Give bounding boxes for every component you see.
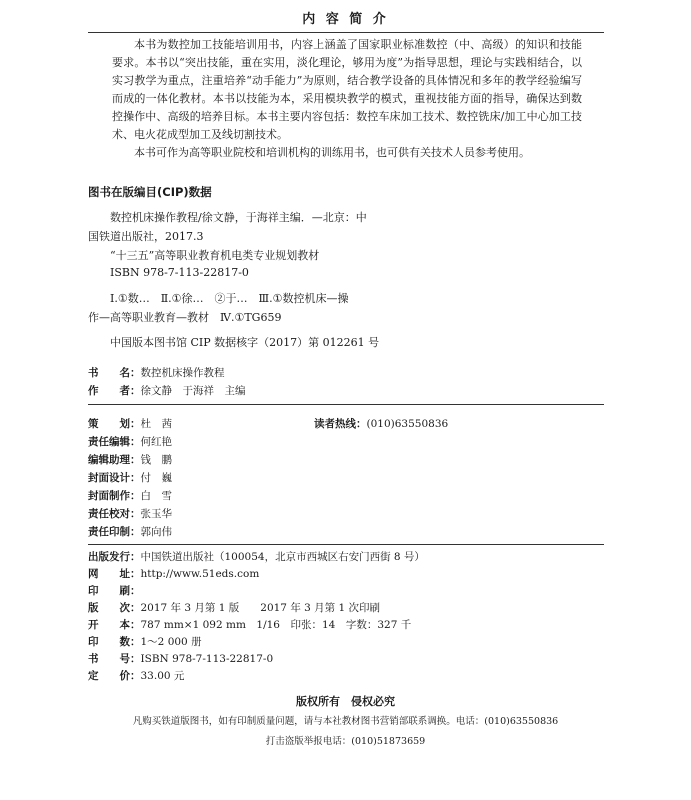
staff-row <box>88 488 172 503</box>
field-value: 中国铁道出版社（100054，北京市西城区右安门西街 8 号） <box>140 551 425 563</box>
publication-row <box>88 634 202 649</box>
field-value: 2017 年 3 月第 1 版 2017 年 3 月第 1 次印刷 <box>140 602 381 614</box>
field-label: 定 价： <box>88 670 141 682</box>
field-label: 网 址： <box>88 568 141 580</box>
field-label: 出版发行： <box>88 551 141 563</box>
field-label: 读者热线： <box>314 418 367 430</box>
staff-row <box>88 506 172 521</box>
field-label: 编辑助理： <box>88 454 141 466</box>
cip-line: “十三五”高等职业教育机电类专业规划教材 <box>110 249 320 262</box>
piracy-report-notice: 打击盗版举报电话：(010)51873659 <box>265 736 426 747</box>
cip-line: 作—高等职业教育—教材 Ⅳ.①TG659 <box>88 311 282 324</box>
reader-hotline <box>314 416 448 431</box>
field-value: http://www.51eds.com <box>140 568 260 580</box>
field-label: 版 次： <box>88 602 141 614</box>
cip-line: ISBN 978-7-113-22817-0 <box>110 266 249 279</box>
publication-row <box>88 651 273 666</box>
field-value: ISBN 978-7-113-22817-0 <box>140 653 274 665</box>
page-title: 内 容 简 介 <box>302 12 389 27</box>
field-value: 787 mm×1 092 mm 1/16 印张：14 字数：327 千 <box>140 619 412 631</box>
staff-row <box>88 452 172 467</box>
field-value: (010)63550836 <box>366 418 449 430</box>
publication-row <box>88 549 425 564</box>
publication-row <box>88 583 141 598</box>
staff-row <box>88 470 172 485</box>
field-label: 开 本： <box>88 619 141 631</box>
book-name-row <box>88 365 225 380</box>
cip-line: Ⅰ.①数… Ⅱ.①徐… ②于… Ⅲ.①数控机床—操 <box>110 292 349 305</box>
copyright-notice: 版权所有 侵权必究 <box>296 695 395 708</box>
cip-line: 国铁道出版社，2017.3 <box>88 230 204 243</box>
field-label: 印 刷： <box>88 585 141 597</box>
book-summary <box>112 36 582 162</box>
field-value: 何红艳 <box>140 436 172 448</box>
publication-row <box>88 617 411 632</box>
field-label: 书 号： <box>88 653 141 665</box>
publication-row <box>88 600 380 615</box>
field-value: 郭向伟 <box>140 526 172 538</box>
cip-heading: 图书在版编目(CIP)数据 <box>88 185 212 199</box>
field-value: 徐文静 于海祥 主编 <box>140 385 246 397</box>
field-label: 书 名： <box>88 367 141 379</box>
field-label: 责任印制： <box>88 526 141 538</box>
field-value: 33.00 元 <box>140 670 185 682</box>
field-value: 钱 鹏 <box>140 454 172 466</box>
staff-row <box>88 524 172 539</box>
summary-paragraph: 本书可作为高等职业院校和培训机构的训练用书，也可供有关技术人员参考使用。 <box>134 146 530 159</box>
publication-row <box>88 566 259 581</box>
top-divider <box>88 32 604 33</box>
field-label: 作 者： <box>88 385 141 397</box>
book-author-row <box>88 383 246 398</box>
field-label: 责任校对： <box>88 508 141 520</box>
field-label: 策 划： <box>88 418 141 430</box>
section-divider <box>88 544 604 545</box>
field-label: 印 数： <box>88 636 141 648</box>
field-label: 封面设计： <box>88 472 141 484</box>
summary-paragraph: 本书为数控加工技能培训用书，内容上涵盖了国家职业标准数控（中、高级）的知识和技能要求。本书以“突出技能，重在实用，淡化理论，够用为度”为指导思想，理论与实践相结合，以实习教学为重点，注重培养“动手能力”为原则，结合教学设备的具体情况和多年的教学经验编写而成的一体化教材。本书以技能为本，采用模块教学的模式，重视技能方面的指导，确保达到数控操作中、高级的培养目标。本书主要内容包括：数控车床加工技术、数控铣床/加工中心加工技术、电火花成型加工及线切割技术。 <box>112 38 582 141</box>
field-value: 张玉华 <box>140 508 172 520</box>
field-value: 白 雪 <box>140 490 172 502</box>
staff-row <box>88 434 172 449</box>
publication-row <box>88 668 184 683</box>
staff-row <box>88 416 172 431</box>
quality-notice: 凡购买铁道版图书，如有印制质量问题，请与本社教材图书营销部联系调换。电话：(010)63550836 <box>132 716 559 727</box>
field-value: 付 巍 <box>140 472 172 484</box>
field-value: 杜 茜 <box>140 418 172 430</box>
field-value: 1～2 000 册 <box>140 636 202 648</box>
field-label: 封面制作： <box>88 490 141 502</box>
section-divider <box>88 404 604 405</box>
field-value: 数控机床操作教程 <box>140 367 225 379</box>
cip-line: 数控机床操作教程/徐文静，于海祥主编．—北京：中 <box>110 211 367 224</box>
field-label: 责任编辑： <box>88 436 141 448</box>
cip-line: 中国版本图书馆 CIP 数据核字（2017）第 012261 号 <box>110 336 380 349</box>
